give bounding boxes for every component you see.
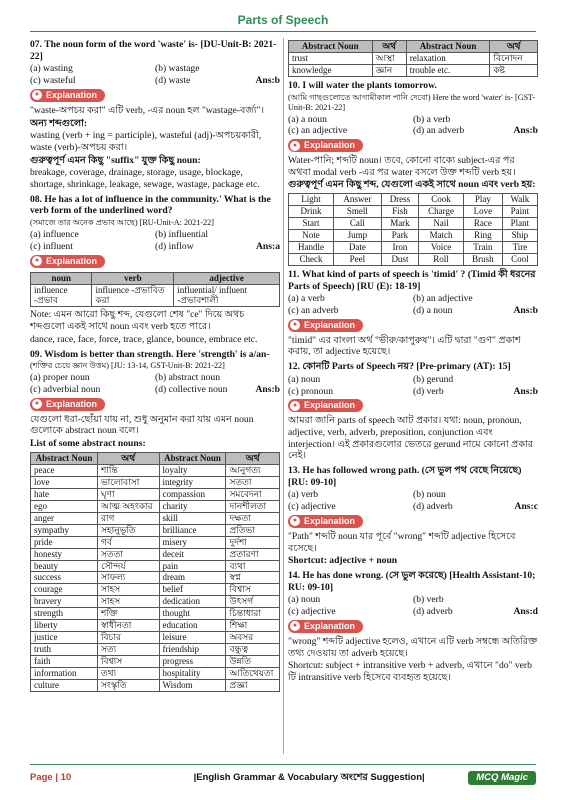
question-10-source: (আমি গাছগুলোতে আগামীকাল পানি দেবো) Here the word 'water' is- [GST-Unit-B: 2021-22] <box>288 92 536 112</box>
explanation-text: "Path" শব্দটি noun যার পূর্বে "wrong" শব্দটি adjective হিসেবে বসেছে। <box>288 530 516 554</box>
table-cell: courage <box>31 584 98 596</box>
option: (a) wasting <box>30 63 73 75</box>
table-cell: misery <box>159 536 226 548</box>
table-cell: love <box>31 476 98 488</box>
options-14 <box>288 594 538 617</box>
explanation-badge: ● Explanation <box>288 139 363 152</box>
table-cell: brilliance <box>159 524 226 536</box>
question-08-source: (সমাজে তার অনেক প্রভাব আছে) [RU-Unit-A: 2021-22] <box>30 218 214 228</box>
table-cell: pain <box>159 560 226 572</box>
option: (c) influent <box>30 240 73 252</box>
answer-12: Ans:b <box>513 385 538 397</box>
table-cell: Start <box>289 218 334 230</box>
table-cell: Check <box>289 253 334 265</box>
options-08 <box>30 229 280 252</box>
option: (d) collective noun <box>155 383 228 395</box>
table-row <box>31 464 280 476</box>
abstract-noun-table-continued: Abstract Noun অর্থ Abstract Noun অর্থ trust আস্থা relaxation বিনোদন knowledge জ্ঞান trouble etc. কষ্ট <box>288 40 538 77</box>
table-cell: Dust <box>381 253 418 265</box>
table-cell: Iron <box>381 242 418 254</box>
option: (b) abstract noun <box>155 372 221 384</box>
left-column <box>30 38 280 694</box>
table-cell: pride <box>31 536 98 548</box>
option: (d) inflow <box>155 240 194 252</box>
explanation-badge: ● Explanation <box>30 398 105 411</box>
table-cell: trouble etc. <box>406 64 490 76</box>
table-cell: culture <box>31 680 98 692</box>
noun-verb-grid <box>288 193 538 266</box>
table-row <box>31 584 280 596</box>
table-cell: চিন্তাধারা <box>226 608 280 620</box>
table-cell: সংস্কৃতি <box>97 680 159 692</box>
options-10 <box>288 114 538 137</box>
option: (d) adverb <box>413 606 453 618</box>
table-cell: সাহস <box>97 584 159 596</box>
table-cell: Charge <box>419 206 464 218</box>
option: (a) a verb <box>288 293 325 305</box>
table-cell: education <box>159 620 226 632</box>
table-cell: dream <box>159 572 226 584</box>
option: (d) a noun <box>413 305 453 317</box>
answer-13: Ans:c <box>514 501 538 513</box>
lightbulb-icon: ● <box>32 399 42 409</box>
question-14: 14. He has done wrong. (সে ভুল করেছে) [Health Assistant-10; RU: 09-10] <box>288 570 536 593</box>
table-cell: leisure <box>159 632 226 644</box>
table-cell: Peel <box>333 253 381 265</box>
table-cell: peace <box>31 464 98 476</box>
answer-07: Ans:b <box>255 75 280 87</box>
table-cell: দুর্দশা <box>226 536 280 548</box>
table-cell: Train <box>463 242 502 254</box>
table-cell: Plant <box>502 218 537 230</box>
option: (b) an adjective <box>413 293 473 305</box>
grid-row <box>289 253 538 265</box>
option: (c) an adjective <box>288 125 348 137</box>
explanation-text: গুরুত্বপূর্ণ এমন কিছু "suffix" যুক্ত কিছু noun: <box>30 154 201 166</box>
table-cell: উন্নতি <box>226 656 280 668</box>
table-cell: Drink <box>289 206 334 218</box>
table-cell: Race <box>463 218 502 230</box>
option: (c) adjective <box>288 606 336 618</box>
table-row <box>31 644 280 656</box>
table-cell: দক্ষতা <box>226 512 280 524</box>
table-cell: dedication <box>159 596 226 608</box>
table-cell: সাফল্য <box>97 572 159 584</box>
lightbulb-icon: ● <box>290 320 300 330</box>
table-cell: Nail <box>419 218 464 230</box>
table-cell: strength <box>31 608 98 620</box>
option: (a) noun <box>288 594 321 606</box>
table-cell: বন্ধুত্ব <box>226 644 280 656</box>
table-cell: faith <box>31 656 98 668</box>
table-cell: Ring <box>463 230 502 242</box>
table-cell: skill <box>159 512 226 524</box>
shortcut-text: Shortcut: adjective + noun <box>288 555 398 567</box>
explanation-badge: ● Explanation <box>288 319 363 332</box>
options-07 <box>30 63 280 86</box>
options-13 <box>288 489 538 512</box>
table-cell: Play <box>463 194 502 206</box>
option: (b) influential <box>155 229 209 241</box>
option: (b) wastage <box>155 63 200 75</box>
list-title: List of some abstract nouns: <box>30 438 146 450</box>
table-cell: Wisdom <box>159 680 226 692</box>
note-text: dance, race, face, force, trace, glance, bounce, embrace etc. <box>30 333 258 345</box>
grid-row <box>289 206 538 218</box>
answer-09: Ans:b <box>255 383 280 395</box>
table-cell: সাহস <box>97 596 159 608</box>
explanation-text: অন্য শব্দগুলো: <box>30 117 88 129</box>
table-cell: জ্ঞান <box>372 64 406 76</box>
note-text: Note: এমন আরো কিছু শব্দ, যেগুলো শেষ "ce" দিয়ে অথচ শব্দগুলো একই সাথে noun এবং verb হতে পারে। <box>30 309 245 333</box>
table-cell: progress <box>159 656 226 668</box>
table-cell: truth <box>31 644 98 656</box>
table-cell: information <box>31 668 98 680</box>
table-cell: knowledge <box>289 64 373 76</box>
option: (a) a noun <box>288 113 327 125</box>
option: (c) adjective <box>288 501 336 513</box>
table-row <box>31 488 280 500</box>
brand-logo: MCQ Magic <box>468 771 536 785</box>
table-cell: integrity <box>159 476 226 488</box>
explanation-text: Water-পানি; শব্দটি noun। তবে, কোনো বাক্যে subject-এর পর অথবা modal verb -এর পর water বসলে উক্ত শব্দটি verb হয়। <box>288 155 516 178</box>
option: (a) verb <box>288 489 319 501</box>
table-cell: Brush <box>463 253 502 265</box>
table-cell: শান্তি <box>97 464 159 476</box>
explanation-text: "waste-অপচয় করা" এটি verb, -এর noun হল "wastage-বর্জ্য"। <box>30 104 265 116</box>
explanation-badge: ● Explanation <box>288 399 363 412</box>
option: (c) adverbial noun <box>30 383 101 395</box>
table-cell: thought <box>159 608 226 620</box>
table-cell: সত্য <box>97 644 159 656</box>
table-cell: ব্যথা <box>226 560 280 572</box>
question-10: 10. I will water the plants tomorrow. <box>288 79 437 91</box>
table-cell: বিশ্বাস <box>97 656 159 668</box>
table-cell: Mark <box>381 218 418 230</box>
table-cell: Voice <box>419 242 464 254</box>
option: (d) waste <box>155 75 191 87</box>
table-cell: Date <box>333 242 381 254</box>
option: (d) an adverb <box>413 125 465 137</box>
table-cell: charity <box>159 500 226 512</box>
page-footer <box>30 770 536 786</box>
table-cell: justice <box>31 632 98 644</box>
table-row <box>289 64 538 76</box>
table-row <box>31 512 280 524</box>
explanation-text: "timid" এর বাংলা অর্থ "ভীরু/কাপুরুষ"। এটি দ্বারা "গুণ" প্রকাশ করায়, তা adjective হয়েছে। <box>288 334 521 358</box>
table-cell: Match <box>419 230 464 242</box>
option: (c) wasteful <box>30 75 76 87</box>
table-cell: ভালোবাসা <box>97 476 159 488</box>
table-row <box>31 500 280 512</box>
answer-10: Ans:b <box>513 125 538 137</box>
table-cell: Cook <box>419 194 464 206</box>
table-row <box>31 536 280 548</box>
table-row <box>31 632 280 644</box>
lightbulb-icon: ● <box>32 256 42 266</box>
explanation-badge: ● Explanation <box>288 620 363 633</box>
table-row <box>31 608 280 620</box>
table-row <box>31 620 280 632</box>
question-12: 12. কোনটি Parts of Speech নয়? [Pre-primary (AT): 15] <box>288 361 511 373</box>
table-cell: Ship <box>502 230 537 242</box>
option: (a) noun <box>288 373 321 385</box>
question-13: 13. He has followed wrong path. (সে ভুল পথ বেছে নিয়েছে) [RU: 09-10] <box>288 465 522 488</box>
table-cell: গর্ব <box>97 536 159 548</box>
table-cell: Park <box>381 230 418 242</box>
options-09 <box>30 372 280 395</box>
right-column <box>288 38 538 685</box>
lightbulb-icon: ● <box>290 401 300 411</box>
table-cell: দানশীলতা <box>226 500 280 512</box>
table-row <box>31 572 280 584</box>
table-cell: Paint <box>502 206 537 218</box>
table-cell: Tire <box>502 242 537 254</box>
lightbulb-icon: ● <box>290 516 300 526</box>
page-header <box>0 0 566 34</box>
grid-row <box>289 218 538 230</box>
lightbulb-icon: ● <box>290 141 300 151</box>
option: (a) proper noun <box>30 372 90 384</box>
table-cell: liberty <box>31 620 98 632</box>
table-cell: বিশ্বাস <box>226 584 280 596</box>
table-cell: সততা <box>97 548 159 560</box>
table-cell: sympathy <box>31 524 98 536</box>
table-cell: friendship <box>159 644 226 656</box>
table-cell: তথ্য <box>97 668 159 680</box>
table-cell: Cool <box>502 253 537 265</box>
table-cell: আস্থা <box>372 52 406 64</box>
grid-row <box>289 230 538 242</box>
table-cell: Light <box>289 194 334 206</box>
table-cell: শক্তি <box>97 608 159 620</box>
table-cell: প্রতিভা <box>226 524 280 536</box>
table-cell: bravery <box>31 596 98 608</box>
table-cell: honesty <box>31 548 98 560</box>
table-cell: সমবেদনা <box>226 488 280 500</box>
option: (c) an adverb <box>288 305 339 317</box>
shortcut-text: Shortcut: subject + intransitive verb + adverb, এখানে "do" verb টি intransitive verb হিসেবে ব্যবহৃত হয়েছে। <box>288 660 532 683</box>
table-cell: belief <box>159 584 226 596</box>
table-cell: সৌন্দর্য <box>97 560 159 572</box>
table-cell: Dress <box>381 194 418 206</box>
table-cell: loyalty <box>159 464 226 476</box>
table-row <box>289 52 538 64</box>
header-divider <box>30 31 536 32</box>
table-cell: সততা <box>226 476 280 488</box>
table-cell: Fish <box>381 206 418 218</box>
table-row <box>31 524 280 536</box>
table-cell: Jump <box>333 230 381 242</box>
footer-text: |English Grammar & Vocabulary অংশের Suggestion| <box>193 772 425 784</box>
lightbulb-icon: ● <box>290 621 300 631</box>
footer-divider <box>30 764 536 765</box>
answer-08: Ans:a <box>256 240 280 252</box>
table-cell: Call <box>333 218 381 230</box>
page-title: Parts of Speech <box>237 13 329 27</box>
grid-row <box>289 242 538 254</box>
table-cell: বিচার <box>97 632 159 644</box>
page-number: Page | 10 <box>30 772 72 784</box>
table-cell: anger <box>31 512 98 524</box>
table-cell: hate <box>31 488 98 500</box>
table-cell: স্বাধীনতা <box>97 620 159 632</box>
explanation-text: আমরা জানি parts of speech আট প্রকার। যথা: noun, pronoun, adjective, verb, adverb, preposition, conjunction এবং interjection। এই প্রকারগুলোর ভেতরে gerund নামে কোনো প্রকার নেই। <box>288 415 534 462</box>
table-cell: trust <box>289 52 373 64</box>
question-09: 09. Wisdom is better than strength. Here 'strength' is a/an- <box>30 348 270 360</box>
table-row <box>31 596 280 608</box>
option: (d) verb <box>413 385 444 397</box>
options-12 <box>288 374 538 397</box>
table-cell: Roll <box>419 253 464 265</box>
options-11 <box>288 293 538 316</box>
table-cell: hospitality <box>159 668 226 680</box>
option: (b) noun <box>413 489 446 501</box>
table-row <box>31 560 280 572</box>
table-row <box>31 680 280 692</box>
table-cell: কষ্ট <box>490 64 538 76</box>
option: (c) pronoun <box>288 385 334 397</box>
question-07: 07. The noun form of the word 'waste' is- [DU-Unit-B: 2021-22] <box>30 39 277 62</box>
explanation-text: breakage, coverage, drainage, storage, usage, blockage, shortage, shrinkage, leakage, sewage, wastage, package etc. <box>30 167 260 191</box>
table-cell: beauty <box>31 560 98 572</box>
table-cell: Love <box>463 206 502 218</box>
table-cell: রাগ <box>97 512 159 524</box>
table-cell: relaxation <box>406 52 490 64</box>
table-cell: Answer <box>333 194 381 206</box>
lightbulb-icon: ● <box>32 90 42 100</box>
table-row <box>31 656 280 668</box>
table-cell: শিক্ষা <box>226 620 280 632</box>
table-cell: অবসর <box>226 632 280 644</box>
answer-14: Ans:d <box>513 606 538 618</box>
table-cell: ঘৃণা <box>97 488 159 500</box>
word-forms-table: noun verb adjective influence -প্রভাব influence -প্রভাবিত করা influential/ influent -প্রভাবশালী <box>30 272 280 308</box>
table-cell: আনুগত্য <box>226 464 280 476</box>
table-row <box>31 548 280 560</box>
table-cell: Note <box>289 230 334 242</box>
explanation-badge: ● Explanation <box>30 255 105 268</box>
table-cell: স্বপ্ন <box>226 572 280 584</box>
explanation-text: wasting (verb + ing = participle), wasteful (adj)-অপচয়কারী, waste (verb)-অপচয় করা। <box>30 130 262 153</box>
abstract-noun-table: Abstract Noun অর্থ Abstract Noun অর্থ peace শান্তি loyalty আনুগত্য love ভালোবাসা integrity সততা hate ঘৃণা compassion সমবেদনা ego আত্ম অহংকার charity দানশীলতা anger রাগ skill দক্ষতা sympathy সহানুভূতি brilliance প্রতিভা pride গর্ব misery দুর্দশা honesty সততা deceit প্রতারণা beauty সৌন্দর্য pain ব্যথা success সাফল্য dream স্বপ্ন courage সাহস belief বিশ্বাস bravery সাহস dedication উৎসর্গ strength শক্তি thought চিন্তাধারা liberty স্বাধীনতা education শিক্ষা justice বিচার leisure অবসর truth সত্য friendship বন্ধুত্ব faith বিশ্বাস progress উন্নতি information তথ্য hospitality আতিথেয়তা culture সংস্কৃতি Wisdom প্রজ্ঞা <box>30 452 280 692</box>
question-09-source: (শক্তির চেয়ে জ্ঞান উত্তম) [JU: 13-14, GST-Unit-B: 2021-22] <box>30 361 225 371</box>
table-cell: আতিথেয়তা <box>226 668 280 680</box>
table-cell: Walk <box>502 194 537 206</box>
answer-11: Ans:b <box>513 305 538 317</box>
option: (b) verb <box>413 594 444 606</box>
explanation-text: গুরুত্বপূর্ণ এমন কিছু শব্দ, যেগুলো একই সাথে noun এবং verb হয়: <box>288 179 536 191</box>
table-cell: Smell <box>333 206 381 218</box>
option: (b) gerund <box>413 373 454 385</box>
table-cell: success <box>31 572 98 584</box>
explanation-badge: ● Explanation <box>30 89 105 102</box>
table-cell: compassion <box>159 488 226 500</box>
table-cell: Handle <box>289 242 334 254</box>
table-cell: ego <box>31 500 98 512</box>
option: (d) adverb <box>413 501 453 513</box>
table-cell: প্রজ্ঞা <box>226 680 280 692</box>
question-08: 08. He has a lot of influence in the community.' What is the verb form of the underlined word? <box>30 193 271 217</box>
column-divider <box>283 38 284 754</box>
table-cell: সহানুভূতি <box>97 524 159 536</box>
explanation-text: যেগুলো ধরা-ছোঁয়া যায় না, শুধু অনুমান করা যায় এমন noun গুলোকে abstract noun বলে। <box>30 413 254 437</box>
option: (b) a verb <box>413 113 451 125</box>
grid-row <box>289 194 538 206</box>
explanation-text: "wrong" শব্দটি adjective হলেও, এখানে এটি verb সম্বন্ধে অতিরিক্ত তথ্য দেওয়ায় তা adverb হয়েছে। <box>288 635 538 659</box>
table-cell: বিনোদন <box>490 52 538 64</box>
table-row <box>31 476 280 488</box>
question-11: 11. What kind of parts of speech is 'timid' ? (Timid কী ধরনের Parts of Speech) [RU (E): 18-19] <box>288 268 536 292</box>
table-row <box>31 668 280 680</box>
explanation-badge: ● Explanation <box>288 515 363 528</box>
table-cell: প্রতারণা <box>226 548 280 560</box>
option: (a) influence <box>30 229 79 241</box>
table-cell: উৎসর্গ <box>226 596 280 608</box>
table-cell: deceit <box>159 548 226 560</box>
table-cell: আত্ম অহংকার <box>97 500 159 512</box>
